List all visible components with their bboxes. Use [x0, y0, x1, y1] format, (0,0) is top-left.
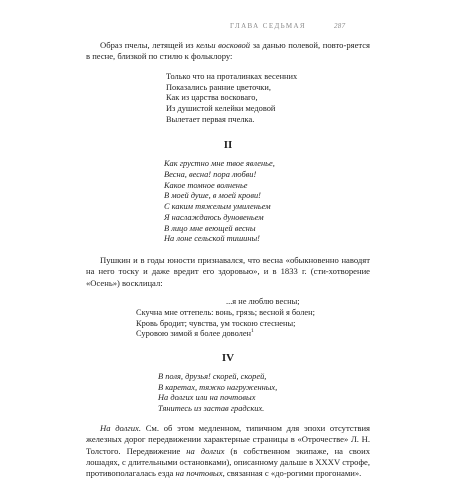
paragraph-text: См. об этом медленном, типичном для эпохи отсутствия железных дорог передвижении характерные страницы в «Отрочестве» Л. Н. Толстого. Передвижение [86, 422, 370, 456]
paragraph-text: за данью полевой, повто-ряется в песне, близкой по стилю к фольклору: [86, 40, 371, 62]
italic-quote: кельи восковой [196, 40, 251, 50]
verse-line: Вылетает первая пчелка. [166, 114, 255, 124]
paragraph-pushkin-spring: Пушкин и в годы юности признавался, что весна «обыкновенно наводят на него тоску и даже вредит его здоровью», и в 1833 г. (сти-хотворение «Осень») восклицал: [86, 254, 370, 288]
verse-line [136, 329, 370, 340]
verse-line: Тянитесь из застав градских. [158, 404, 265, 414]
italic-term: на долгих [186, 445, 225, 456]
verse-line: На лоне сельской тишины! [164, 234, 260, 244]
paragraph-text: , связанная с «до-рогими прогонами». [222, 468, 362, 479]
verse-line: Показались ранние цветочки, [166, 82, 271, 92]
verse-line: На долгих или на почтовых [158, 393, 256, 403]
footnote-marker: 1 [251, 328, 254, 335]
verse-stanza-ii [164, 159, 370, 245]
paragraph-commentary [86, 423, 370, 480]
verse-line: Скучна мне оттепель: вонь, грязь; весной я болен; [136, 307, 315, 317]
verse-line: С каким тяжелым умиленьем [164, 202, 271, 212]
paragraph-text: Образ пчелы, летящей из [100, 40, 197, 50]
page-number: 287 [334, 22, 346, 30]
verse-text: Суровою зимой я более доволен [136, 329, 252, 339]
verse-folk-song [166, 72, 370, 126]
verse-line: Весна, весна! пора любви! [164, 170, 257, 180]
italic-term: На долгих. [100, 422, 141, 433]
verse-line: В моей душе, в моей крови! [164, 191, 261, 201]
section-heading-ii: II [223, 139, 233, 152]
chapter-title: ГЛАВА СЕДЬМАЯ [230, 22, 306, 30]
page-body [86, 40, 370, 480]
verse-line: ...я не люблю весны; [226, 297, 300, 307]
verse-line: Как грустно мне твое явленье, [164, 159, 275, 169]
italic-term: на почтовых [175, 468, 223, 479]
running-header [0, 22, 450, 36]
verse-line: Кровь бродит; чувства, ум тоскою стеснены; [136, 318, 296, 328]
verse-line: Как из царства восковаго, [166, 93, 258, 103]
verse-line: Я наслаждаюсь дуновеньем [164, 212, 264, 222]
verse-line: Из душистой келейки медовой [166, 103, 276, 113]
verse-line: Только что на проталинках весенних [166, 71, 298, 81]
verse-line: В лицо мне веющей весны [164, 223, 256, 233]
verse-line: В поля, друзья! скорей, скорей, [158, 371, 267, 381]
verse-line: Какое томное волненье [164, 180, 248, 190]
paragraph-bee-image [86, 40, 370, 63]
verse-autumn [136, 297, 370, 340]
verse-line: В каретах, тяжко нагруженных, [158, 382, 278, 392]
verse-stanza-iv [158, 372, 370, 415]
paragraph-text: (в собственном экипаже, на своих лошадях, с длительными остановками), описанному дальше в XXXV строфе, противополагалась езда [86, 445, 370, 479]
section-heading-iv: IV [221, 351, 235, 364]
